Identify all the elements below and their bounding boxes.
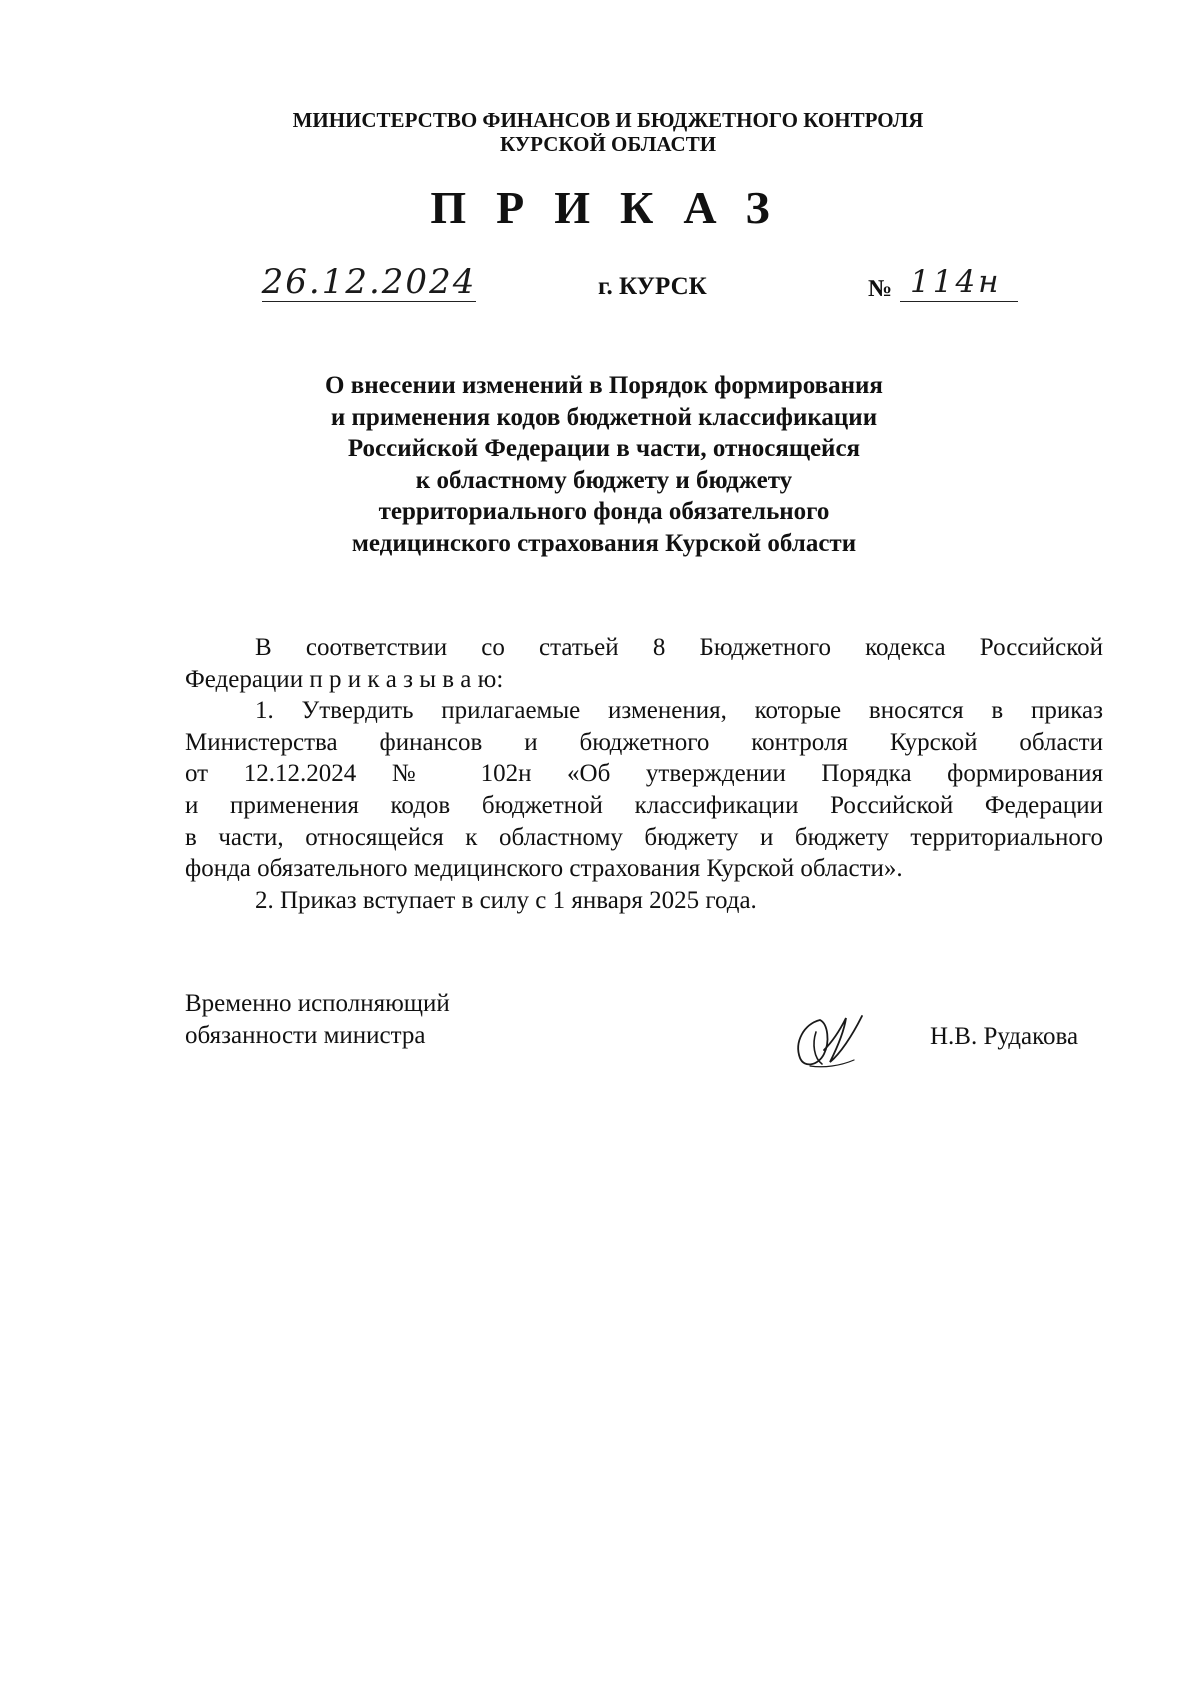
document-type-title: ПРИКАЗ — [430, 182, 800, 233]
signer-name: Н.В. Рудакова — [930, 1023, 1079, 1050]
subject-line: О внесении изменений в Порядок формирования — [325, 372, 883, 399]
body-line: Федерации п р и к а з ы в а ю: — [185, 665, 504, 693]
body-line: от 12.12.2024 № 102н «Об утверждении Порядка формирования — [185, 760, 1103, 788]
handwritten-signature — [790, 1010, 872, 1072]
subject-line: медицинского страхования Курской области — [351, 529, 857, 557]
body-line: и применения кодов бюджетной классификации Российской Федерации — [185, 791, 1103, 819]
subject-line: к областному бюджету и бюджету — [415, 466, 793, 494]
order-body — [185, 632, 1103, 916]
body-line: Министерства финансов и бюджетного контроля Курской области — [185, 728, 1103, 756]
body-line: В соответствии со статьей 8 Бюджетного кодекса Российской — [255, 634, 1103, 661]
number-underline — [900, 301, 1018, 302]
body-line: 2. Приказ вступает в силу с 1 января 2025 года. — [255, 886, 757, 914]
subject-line: территориального фонда обязательного — [378, 498, 830, 525]
position-line: обязанности министра — [185, 1021, 426, 1049]
body-line: фонда обязательного медицинского страхования Курской области». — [185, 855, 903, 883]
number-sign: № — [868, 276, 893, 302]
position-line: Временно исполняющий — [185, 990, 450, 1017]
order-subject — [300, 370, 908, 559]
date-underline — [262, 301, 476, 302]
subject-line: Российской Федерации в части, относящейся — [347, 435, 861, 462]
body-line: в части, относящейся к областному бюджету и бюджету территориального — [185, 823, 1103, 851]
handwritten-date: 26.12.2024 — [261, 262, 477, 302]
signatory-position — [185, 988, 450, 1051]
ministry-name-line2: КУРСКОЙ ОБЛАСТИ — [499, 132, 717, 156]
subject-line: и применения кодов бюджетной классификации — [330, 403, 878, 431]
body-line: 1. Утвердить прилагаемые изменения, которые вносятся в приказ — [255, 697, 1103, 725]
handwritten-order-number: 114н — [910, 264, 1002, 300]
city-label: г. КУРСК — [598, 273, 707, 300]
ministry-name-line1: МИНИСТЕРСТВО ФИНАНСОВ И БЮДЖЕТНОГО КОНТРОЛЯ — [292, 108, 924, 132]
